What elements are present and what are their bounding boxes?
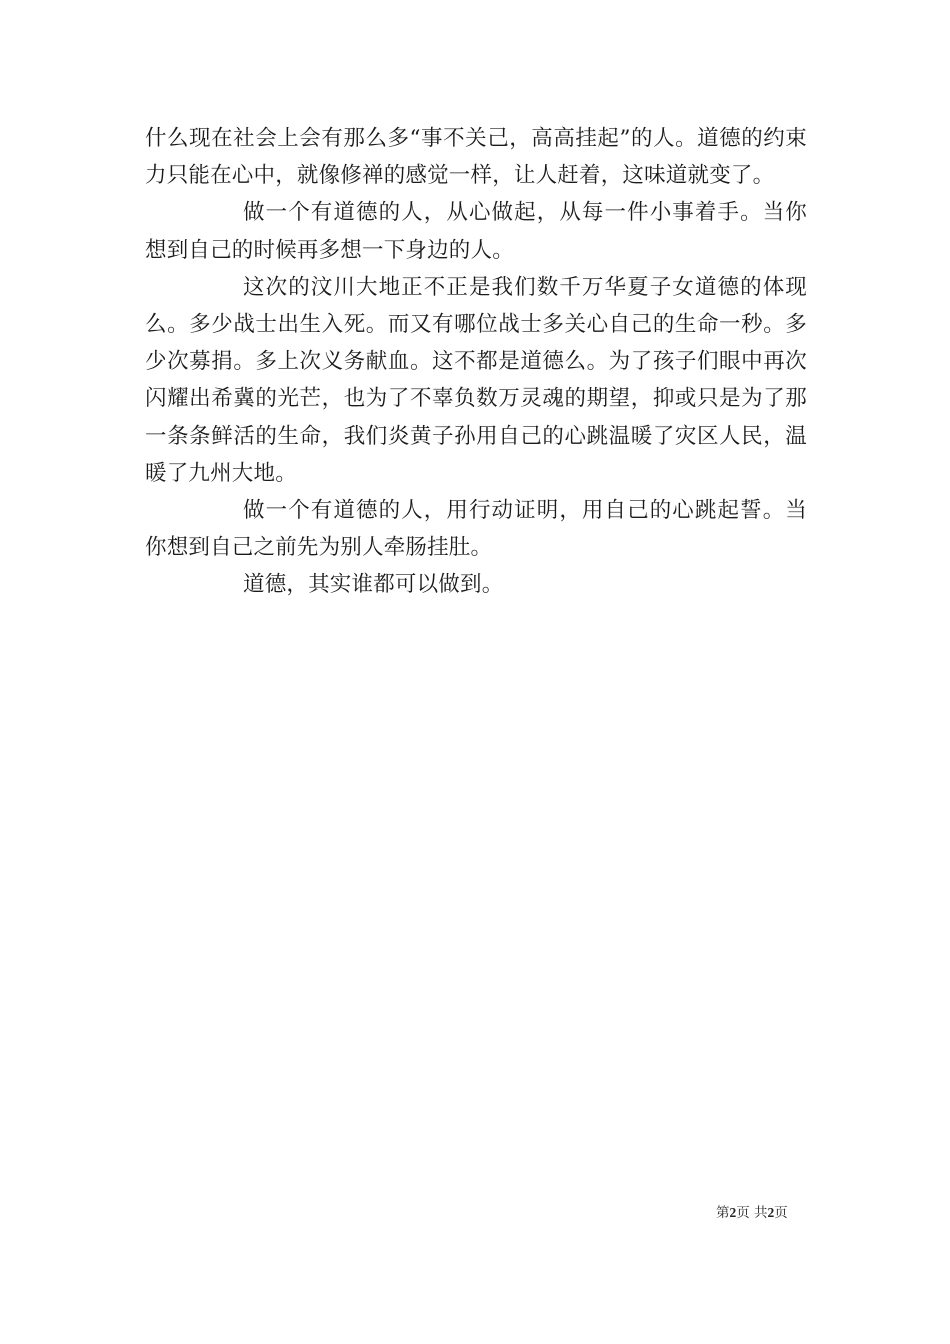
paragraph-3: 这次的汶川大地正不正是我们数千万华夏子女道德的体现么。多少战士出生入死。而又有哪位战士多关心自己的生命一秒。多少次募捐。多上次义务献血。这不都是道德么。为了孩子们眼中再次闪耀出希冀的光芒，也为了不辜负数万灵魂的期望，抑或只是为了那一条条鲜活的生命，我们炎黄子孙用自己的心跳温暖了灾区人民，温暖了九州大地。 [145,274,807,486]
paragraph-2: 做一个有道德的人，从心做起，从每一件小事着手。当你想到自己的时候再多想一下身边的人。 [145,200,807,263]
footer-suffix: 页 [774,1205,788,1221]
footer-middle: 页 共 [736,1205,768,1221]
paragraph-1: 什么现在社会上会有那么多“事不关己，高高挂起”的人。道德的约束力只能在心中，就像修禅的感觉一样，让人赶着，这味道就变了。 [145,126,807,189]
footer-page-number: 2 [729,1205,737,1220]
footer-total-pages: 2 [767,1205,775,1220]
paragraph-5: 道德，其实谁都可以做到。 [243,572,504,598]
paragraph-4: 做一个有道德的人，用行动证明，用自己的心跳起誓。当你想到自己之前先为别人牵肠挂肚。 [145,498,807,561]
footer-prefix: 第 [716,1205,730,1221]
page-footer [716,1204,788,1222]
document-body [145,120,807,604]
